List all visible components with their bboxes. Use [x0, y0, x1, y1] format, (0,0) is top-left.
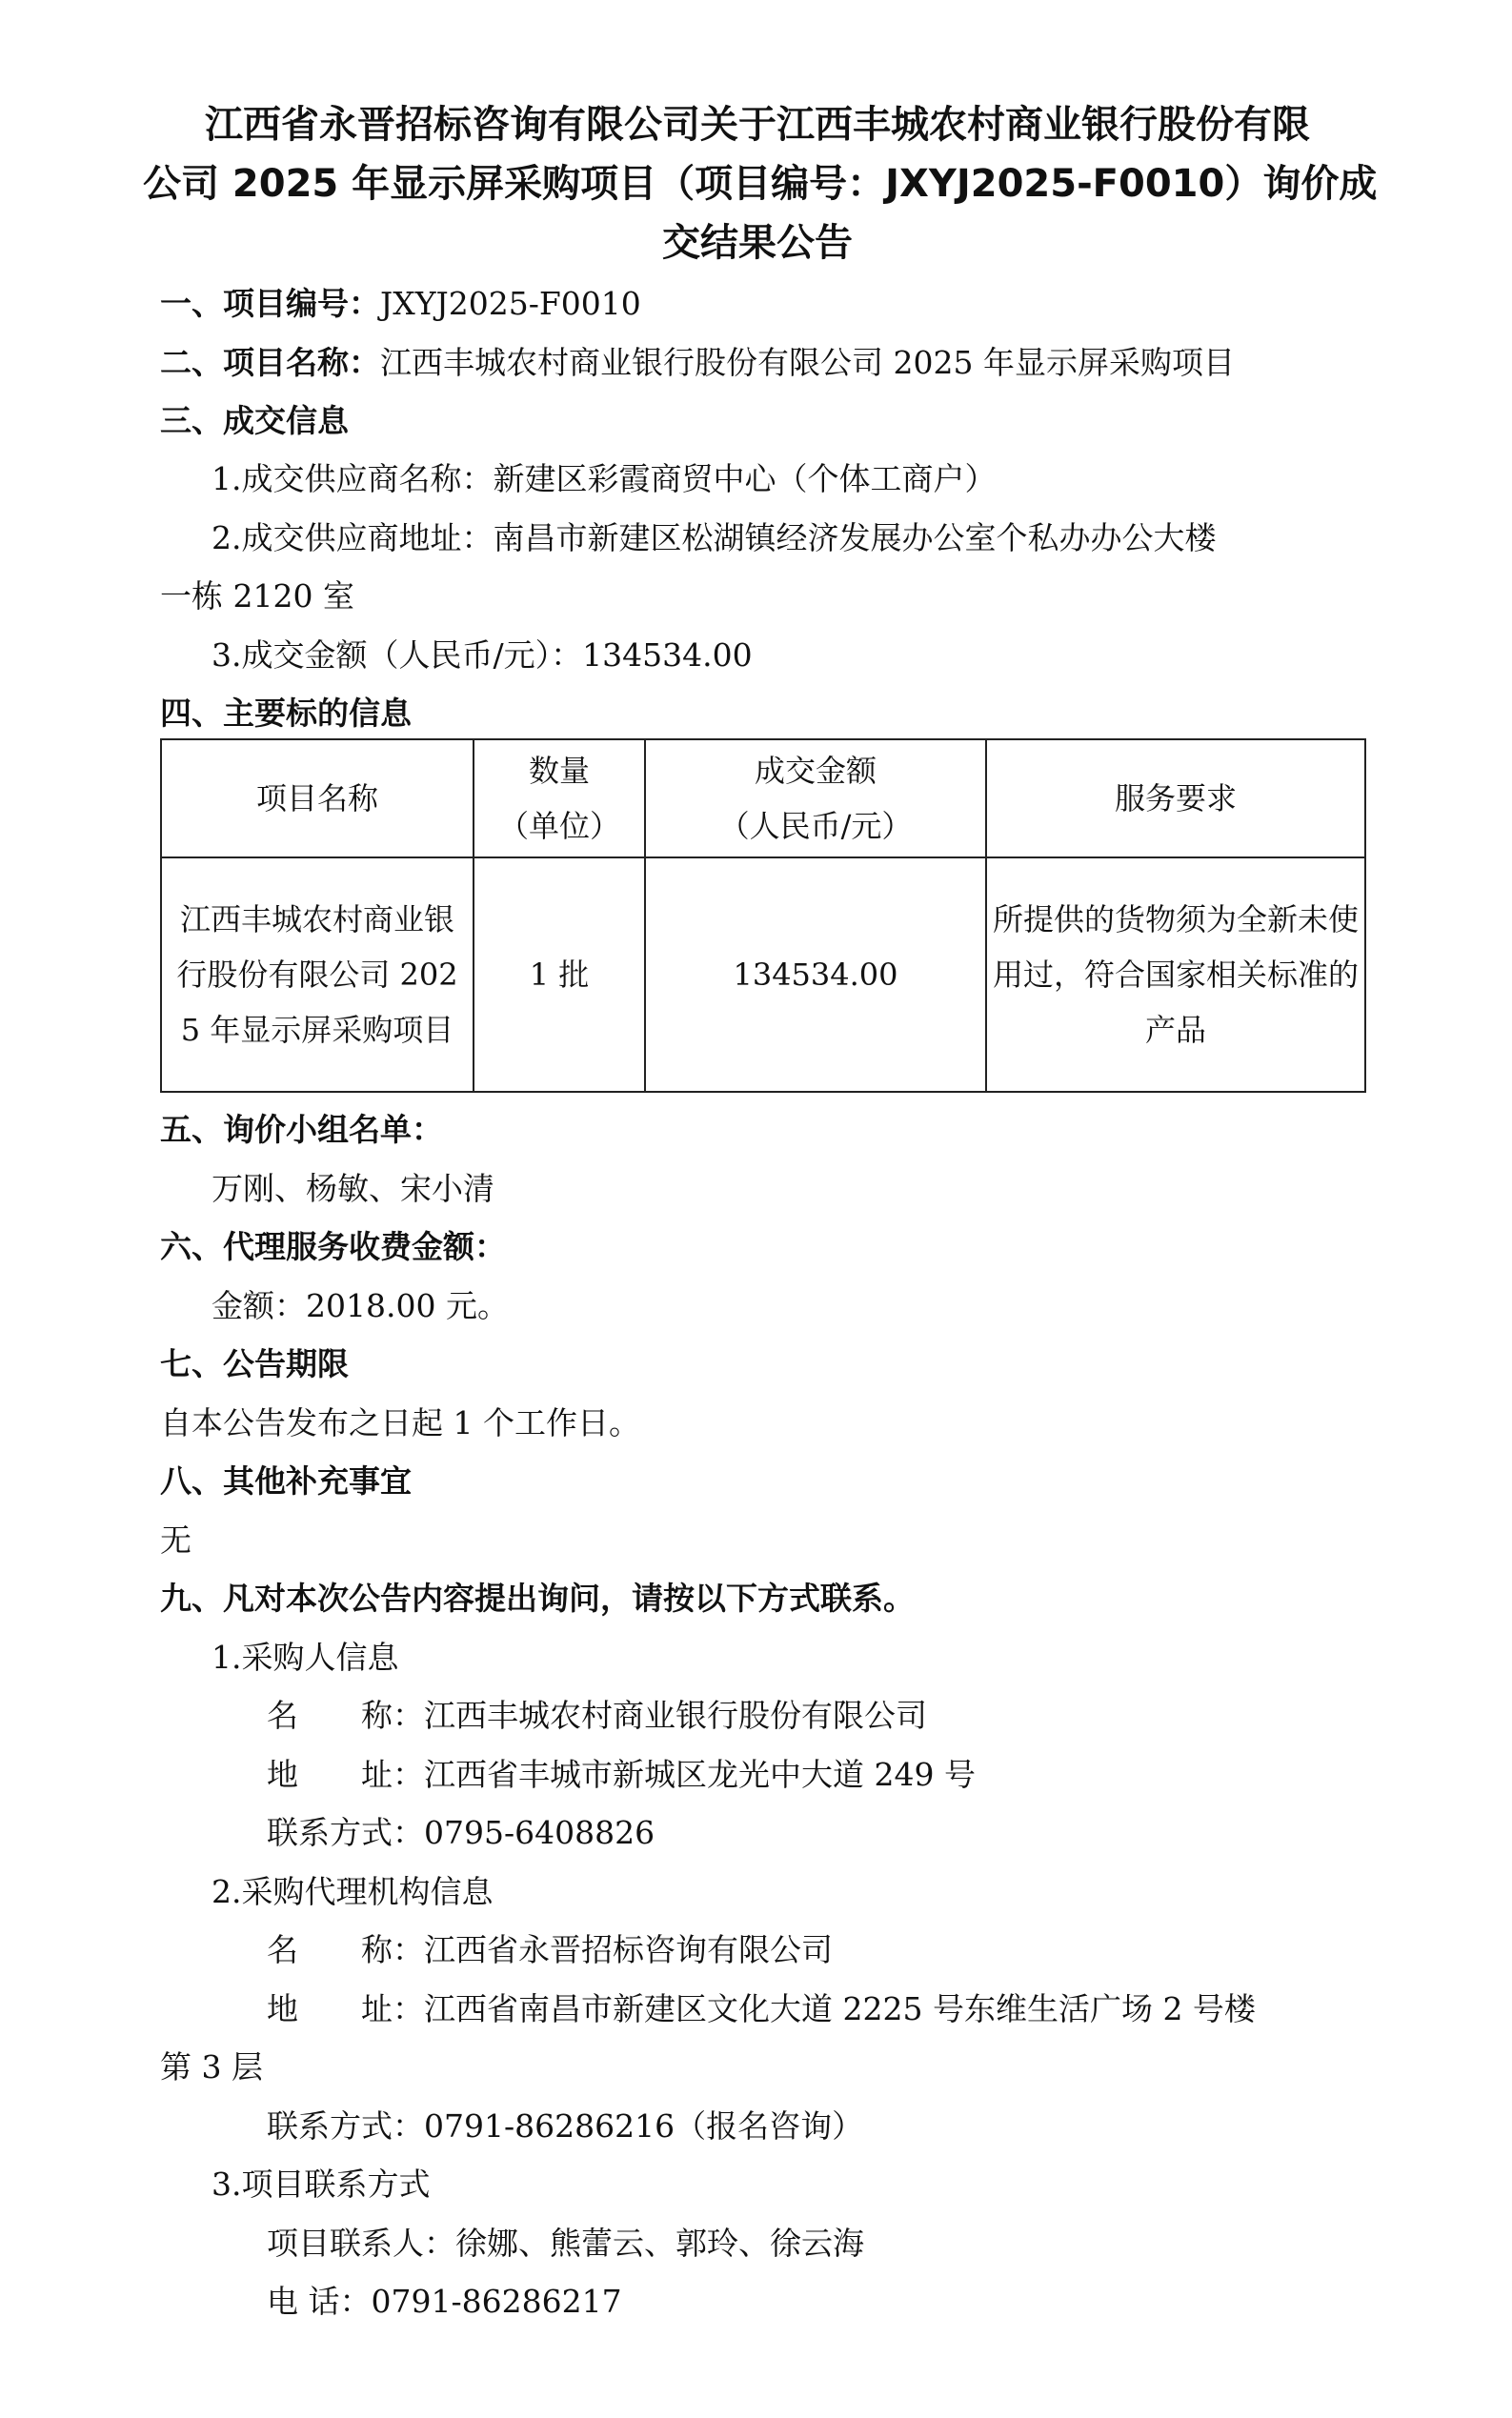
- section-project-number: [160, 283, 641, 325]
- other-text: 无: [160, 1521, 192, 1559]
- agent-info-heading: 2.采购代理机构信息: [212, 1873, 494, 1910]
- agent-address-cont: 第 3 层: [160, 2048, 263, 2086]
- cell-service: 所提供的货物须为全新未使用过，符合国家相关标准的产品: [986, 857, 1365, 1092]
- project-contact-heading: 3.项目联系方式: [212, 2166, 431, 2203]
- buyer-address: 地 址：江西省丰城市新城区龙光中大道 249 号: [267, 1756, 976, 1793]
- section-other-heading: 八、其他补充事宜: [160, 1462, 412, 1500]
- supplier-name: 1.成交供应商名称：新建区彩霞商贸中心（个体工商户）: [212, 460, 997, 497]
- section-panel-heading: 五、询价小组名单：: [160, 1111, 443, 1148]
- period-text: 自本公告发布之日起 1 个工作日。: [160, 1404, 640, 1441]
- header-quantity: 数量 （单位）: [474, 739, 645, 857]
- section-project-name: [160, 342, 1235, 384]
- project-name: 江西丰城农村商业银行股份有限公司 2025 年显示屏采购项目: [380, 344, 1235, 381]
- cell-amount: 134534.00: [645, 857, 986, 1092]
- section-heading: 一、项目编号：: [160, 285, 380, 322]
- agent-name: 名 称：江西省永晋招标咨询有限公司: [267, 1931, 833, 1968]
- buyer-phone: 联系方式：0795-6408826: [267, 1814, 655, 1851]
- project-contacts: 项目联系人：徐娜、熊蕾云、郭玲、徐云海: [267, 2225, 864, 2262]
- agent-phone: 联系方式：0791-86286216（报名咨询）: [267, 2107, 864, 2145]
- header-project-name: 项目名称: [161, 739, 474, 857]
- section-contact-heading: 九、凡对本次公告内容提出询问，请按以下方式联系。: [160, 1580, 915, 1617]
- section-period-heading: 七、公告期限: [160, 1345, 349, 1382]
- cell-project-name: 江西丰城农村商业银行股份有限公司 2025 年显示屏采购项目: [161, 857, 474, 1092]
- table-header-row: [161, 739, 1365, 857]
- agent-address: 地 址：江西省南昌市新建区文化大道 2225 号东维生活广场 2 号楼: [267, 1990, 1256, 2027]
- section-fee-heading: 六、代理服务收费金额：: [160, 1228, 506, 1265]
- project-number: JXYJ2025-F0010: [380, 285, 641, 322]
- title-line-1: 江西省永晋招标咨询有限公司关于江西丰城农村商业银行股份有限: [205, 103, 1310, 147]
- supplier-address: 2.成交供应商地址：南昌市新建区松湖镇经济发展办公室个私办办公大楼: [212, 519, 1217, 556]
- fee-amount: 金额：2018.00 元。: [212, 1287, 509, 1324]
- section-deal-info-heading: 三、成交信息: [160, 402, 349, 439]
- supplier-address-cont: 一栋 2120 室: [160, 577, 354, 615]
- panel-members: 万刚、杨敏、宋小清: [212, 1170, 494, 1207]
- deal-amount: 3.成交金额（人民币/元）：134534.00: [212, 636, 753, 674]
- project-phone: 电 话：0791-86286217: [267, 2283, 622, 2320]
- header-amount: 成交金额 （人民币/元）: [645, 739, 986, 857]
- section-subject-heading: 四、主要标的信息: [160, 695, 412, 732]
- section-heading: 二、项目名称：: [160, 344, 380, 381]
- title-line-2: 公司 2025 年显示屏采购项目（项目编号：JXYJ2025-F0010）询价成: [143, 162, 1378, 206]
- header-service: 服务要求: [986, 739, 1365, 857]
- cell-quantity: 1 批: [474, 857, 645, 1092]
- buyer-info-heading: 1.采购人信息: [212, 1639, 399, 1676]
- table-row: [161, 857, 1365, 1092]
- title-line-3: 交结果公告: [662, 221, 853, 265]
- buyer-name: 名 称：江西丰城农村商业银行股份有限公司: [267, 1697, 927, 1734]
- subject-table: [160, 738, 1366, 1093]
